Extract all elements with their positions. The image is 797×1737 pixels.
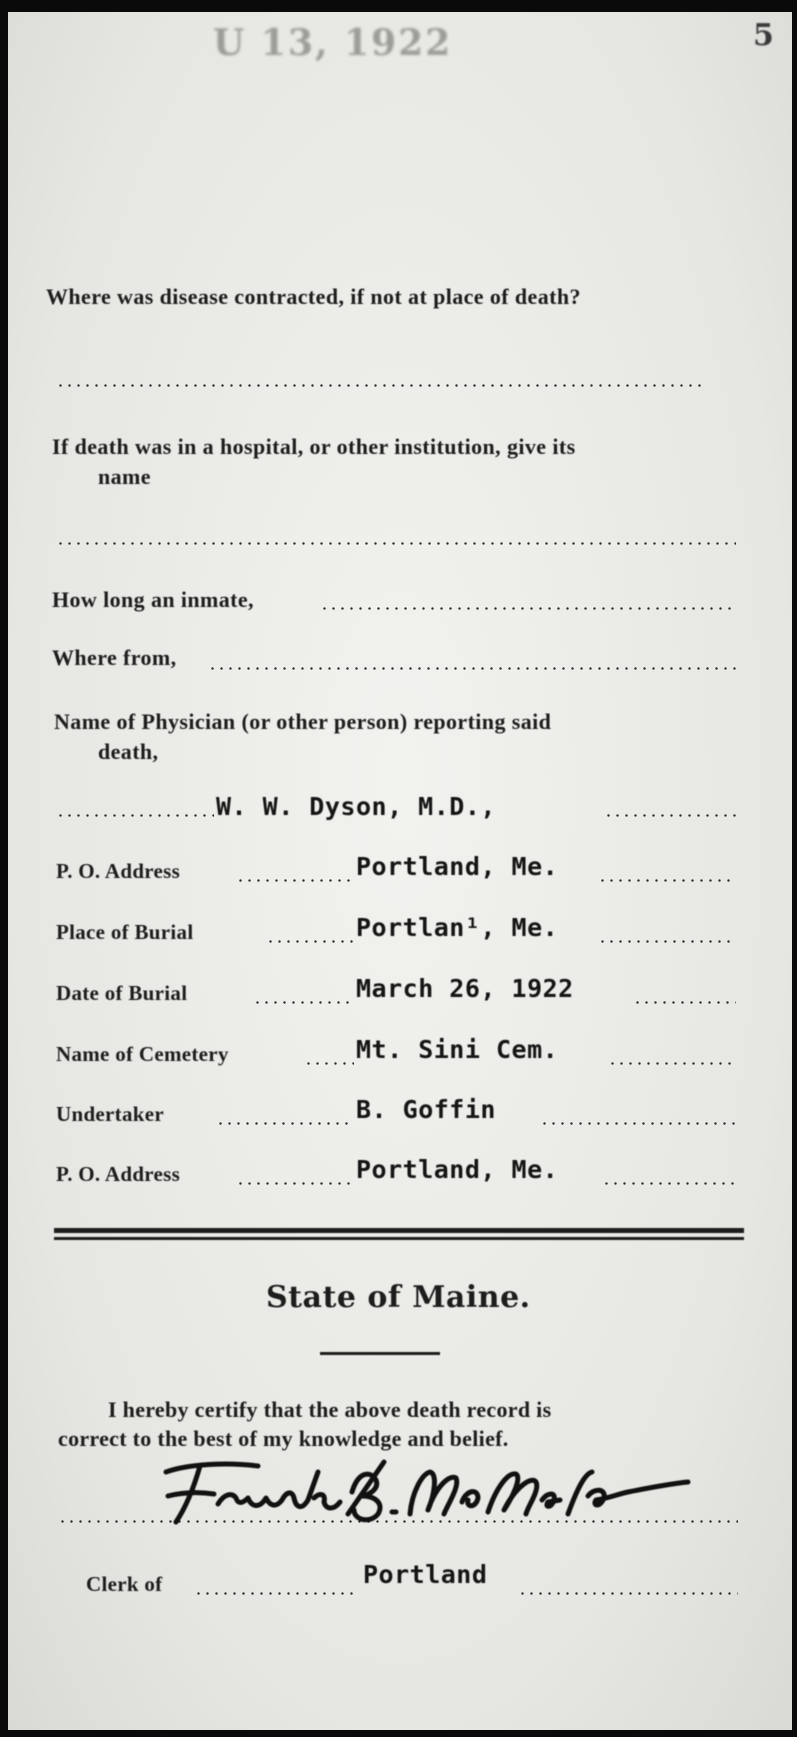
question-inmate: How long an inmate, <box>52 587 254 612</box>
question-where-from: Where from, <box>52 645 177 670</box>
blank-line-inmate <box>320 607 735 610</box>
dots-place-burial <box>266 940 354 943</box>
dots-cemetery <box>304 1062 354 1065</box>
question-physician-death: death, <box>98 739 159 764</box>
certification-line-1: I hereby certify that the above death record is <box>108 1397 552 1422</box>
label-clerk-of: Clerk of <box>86 1572 163 1596</box>
short-divider <box>320 1352 440 1355</box>
corner-mark: 5 <box>753 18 774 53</box>
state-title: State of Maine. <box>266 1280 531 1315</box>
dots-clerk-of <box>194 1592 354 1595</box>
question-hospital-name: name <box>98 464 151 489</box>
po-address-value: Portland, Me. <box>356 852 559 881</box>
label-po-address: P. O. Address <box>56 859 181 883</box>
physician-name-value: W. W. Dyson, M.D., <box>216 792 496 821</box>
divider-rule-top <box>54 1228 744 1233</box>
place-burial-value: Portlan¹, Me. <box>356 913 559 942</box>
question-physician: Name of Physician (or other person) reporting said <box>54 709 552 734</box>
label-place-burial: Place of Burial <box>56 920 194 944</box>
dots-po-address-right <box>598 879 736 882</box>
handwritten-signature <box>148 1452 708 1532</box>
blank-line-physician-left <box>56 814 214 817</box>
question-hospital: If death was in a hospital, or other institution, give its <box>52 434 576 459</box>
dots-date-burial-right <box>633 1001 736 1004</box>
death-record-card <box>8 12 792 1730</box>
blank-line-hospital <box>56 542 736 545</box>
label-po-address-2: P. O. Address <box>56 1162 181 1186</box>
blank-line-where-from <box>208 667 738 670</box>
clerk-of-value: Portland <box>363 1560 488 1589</box>
label-date-burial: Date of Burial <box>56 981 188 1005</box>
date-stamp: U 13, 1922 <box>213 22 453 64</box>
blank-line-disease <box>56 384 706 387</box>
dots-po-address-2-right <box>602 1182 736 1185</box>
undertaker-value: B. Goffin <box>356 1095 496 1124</box>
label-cemetery: Name of Cemetery <box>56 1042 229 1066</box>
po-address-2-value: Portland, Me. <box>356 1155 559 1184</box>
question-disease-contracted: Where was disease contracted, if not at place of death? <box>46 284 581 309</box>
date-burial-value: March 26, 1922 <box>356 974 574 1003</box>
dots-cemetery-right <box>608 1062 736 1065</box>
dots-place-burial-right <box>598 940 736 943</box>
dots-undertaker <box>216 1122 354 1125</box>
blank-line-physician-right <box>604 814 736 817</box>
dots-clerk-of-right <box>518 1592 738 1595</box>
certification-line-2: correct to the best of my knowledge and belief. <box>58 1426 509 1451</box>
divider-rule-bottom <box>54 1237 744 1240</box>
dots-undertaker-right <box>540 1122 736 1125</box>
dots-date-burial <box>253 1001 353 1004</box>
dots-po-address <box>236 879 354 882</box>
dots-po-address-2 <box>236 1182 354 1185</box>
cemetery-value: Mt. Sini Cem. <box>356 1035 559 1064</box>
label-undertaker: Undertaker <box>56 1102 164 1126</box>
